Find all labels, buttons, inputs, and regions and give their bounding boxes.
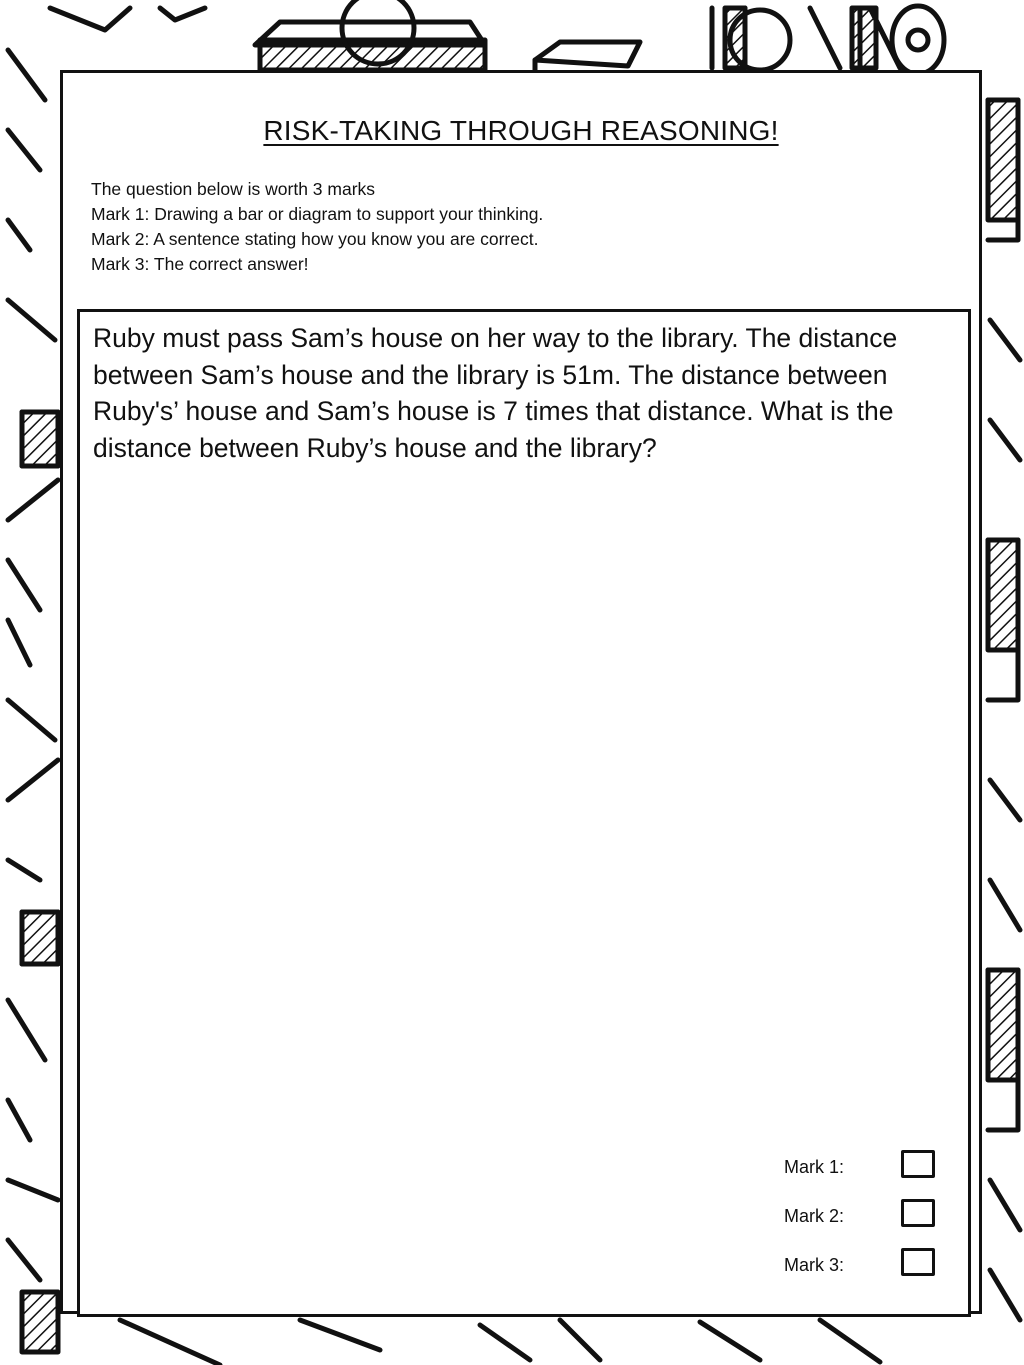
mark-row-3 xyxy=(784,1248,944,1282)
mark-3-checkbox[interactable] xyxy=(901,1248,935,1276)
criteria-line: Mark 1: Drawing a bar or diagram to support your thinking. xyxy=(91,204,544,224)
question-answer-area[interactable] xyxy=(77,309,971,1317)
question-text: Ruby must pass Sam’s house on her way to the library. The distance between Sam’s house and the library is 51m. The distance between Ruby's’ house and Sam’s house is 7 times that distance. What is the distance between Ruby’s house and the library? xyxy=(93,323,898,463)
criteria-line: The question below is worth 3 marks xyxy=(91,179,376,199)
marking-criteria xyxy=(91,177,543,277)
mark-row-2 xyxy=(784,1199,944,1233)
mark-1-checkbox[interactable] xyxy=(901,1150,935,1178)
mark-label: Mark 3: xyxy=(784,1255,845,1275)
worksheet-title: RISK-TAKING THROUGH REASONING! xyxy=(263,115,779,146)
criteria-line: Mark 2: A sentence stating how you know you are correct. xyxy=(91,229,539,249)
mark-label: Mark 2: xyxy=(784,1206,845,1226)
criteria-line: Mark 3: The correct answer! xyxy=(91,254,309,274)
mark-label: Mark 1: xyxy=(784,1157,845,1177)
mark-row-1 xyxy=(784,1150,944,1184)
mark-2-checkbox[interactable] xyxy=(901,1199,935,1227)
